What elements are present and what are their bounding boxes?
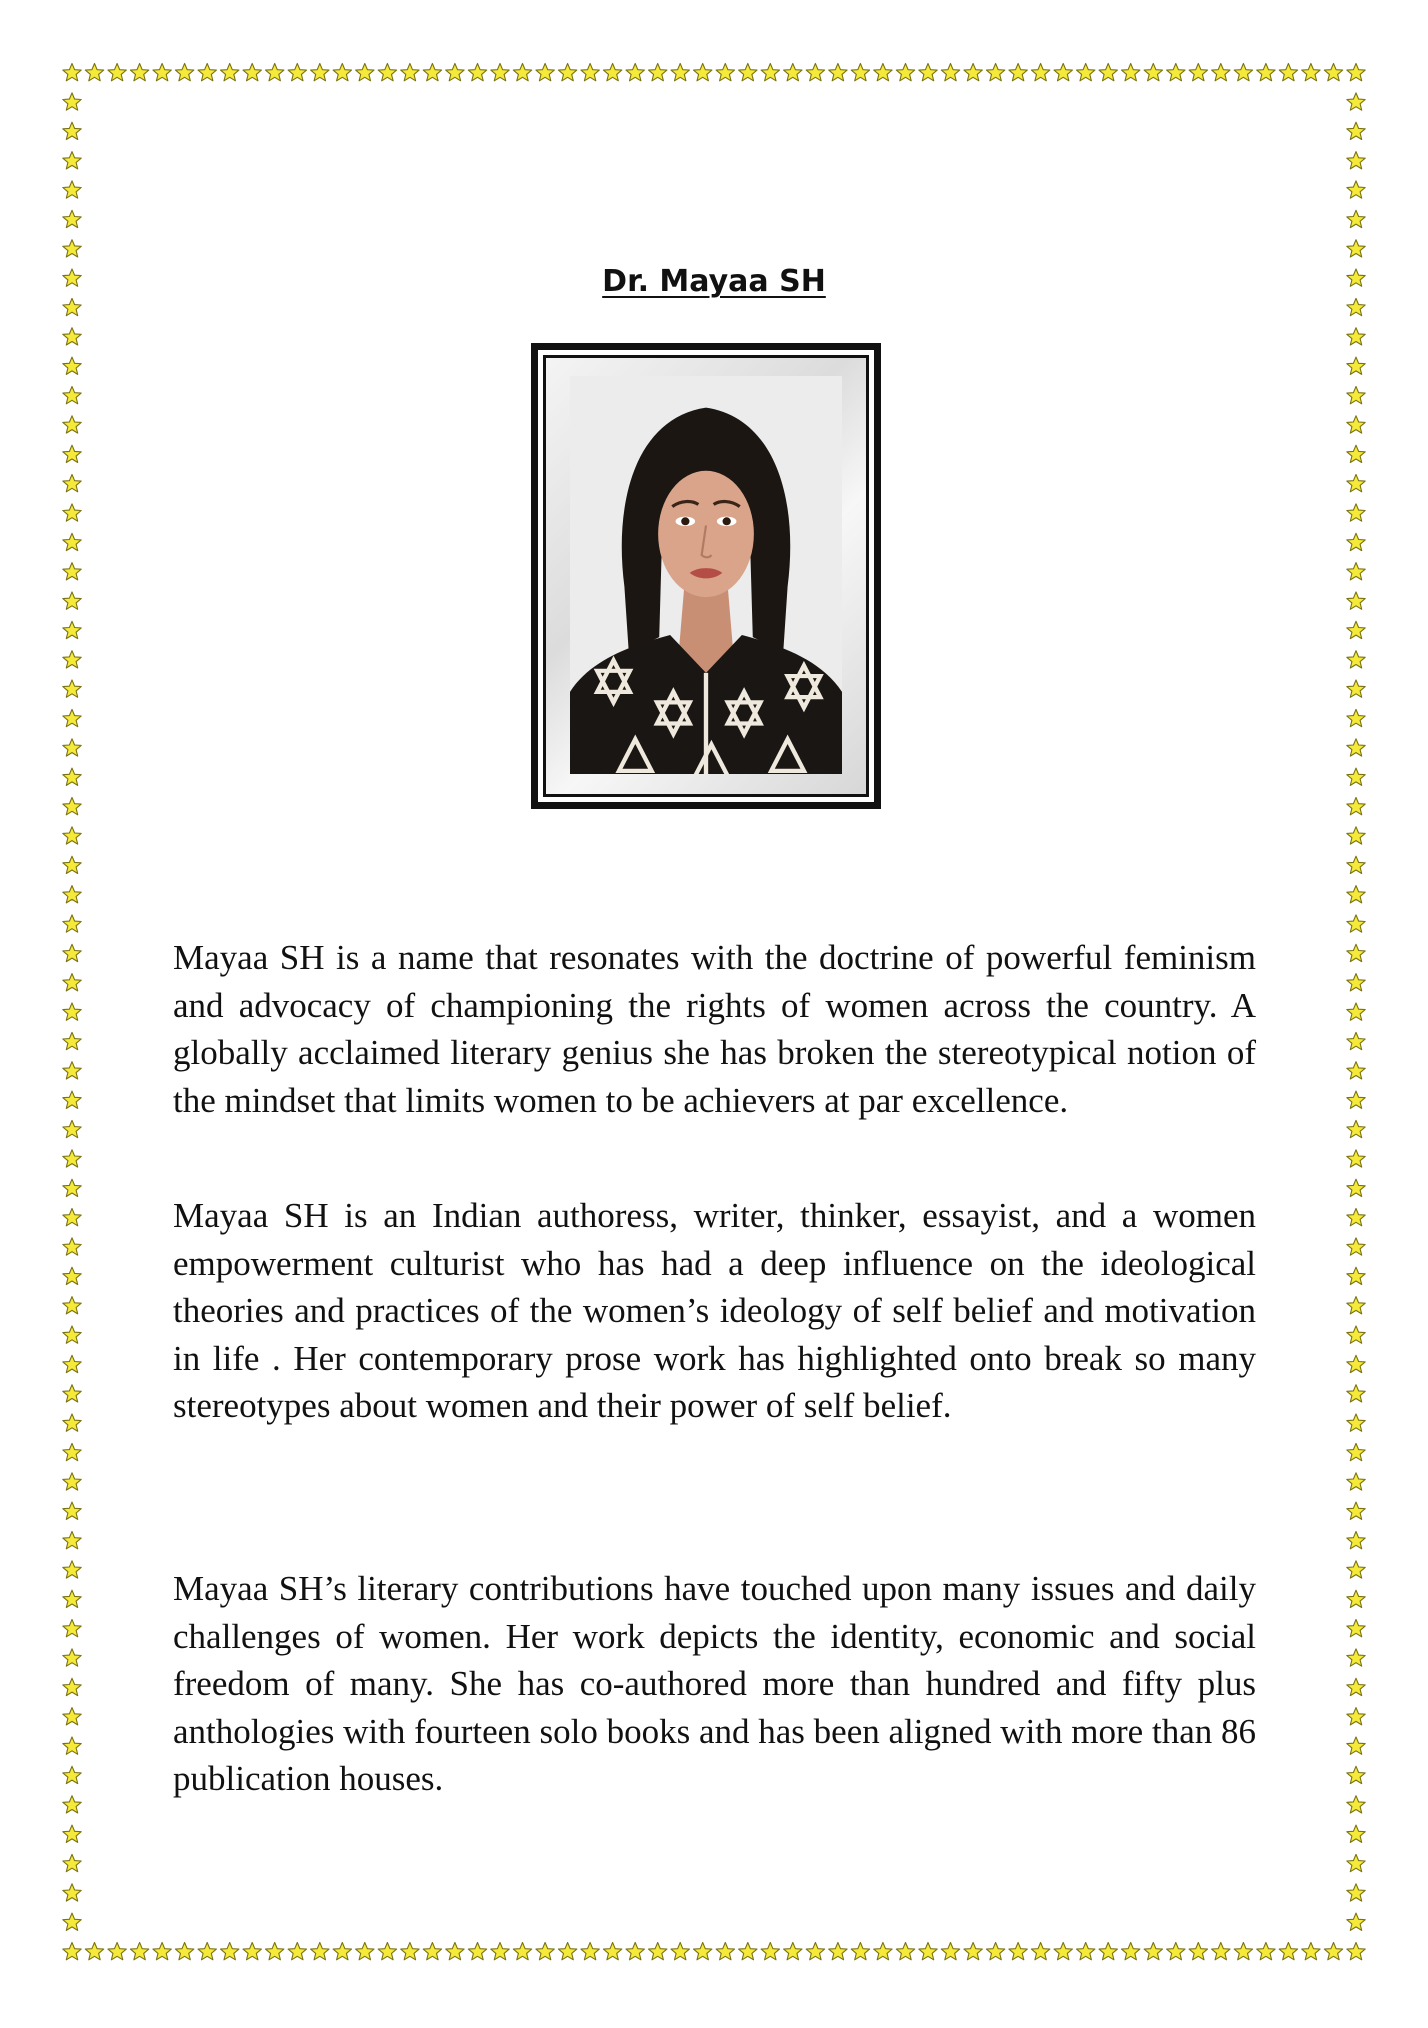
star-icon (941, 1943, 959, 1960)
star-icon (1347, 739, 1365, 756)
star-icon (536, 1943, 554, 1960)
star-icon (63, 1561, 81, 1578)
star-icon (761, 1943, 779, 1960)
star-icon (941, 64, 959, 81)
star-icon (1347, 915, 1365, 932)
star-icon (63, 387, 81, 404)
star-icon (63, 416, 81, 433)
star-icon (1347, 1003, 1365, 1020)
star-icon (108, 1943, 126, 1960)
star-icon (63, 1825, 81, 1842)
star-icon (446, 64, 464, 81)
star-icon (784, 64, 802, 81)
star-icon (63, 1209, 81, 1226)
star-icon (1122, 1943, 1140, 1960)
star-icon (1257, 64, 1275, 81)
star-icon (1347, 1884, 1365, 1901)
star-icon (851, 64, 869, 81)
star-icon (356, 1943, 374, 1960)
star-icon (558, 1943, 576, 1960)
star-icon (333, 64, 351, 81)
star-icon (1347, 152, 1365, 169)
star-icon (1212, 64, 1230, 81)
star-icon (1347, 1913, 1365, 1930)
star-icon (1347, 240, 1365, 257)
star-icon (986, 64, 1004, 81)
star-icon (1347, 1590, 1365, 1607)
star-icon (1347, 1737, 1365, 1754)
star-icon (739, 1943, 757, 1960)
star-icon (63, 1590, 81, 1607)
star-icon (63, 298, 81, 315)
star-icon (175, 1943, 193, 1960)
star-icon (63, 1355, 81, 1372)
star-icon (1054, 64, 1072, 81)
star-icon (311, 1943, 329, 1960)
star-icon (63, 915, 81, 932)
star-icon (63, 152, 81, 169)
star-icon (1347, 856, 1365, 873)
star-icon (63, 592, 81, 609)
star-icon (243, 64, 261, 81)
star-icon (491, 64, 509, 81)
star-icon (1347, 1708, 1365, 1725)
star-icon (63, 1267, 81, 1284)
star-icon (108, 64, 126, 81)
star-icon (63, 328, 81, 345)
star-icon (581, 64, 599, 81)
star-icon (63, 1708, 81, 1725)
star-icon (288, 64, 306, 81)
star-icon (63, 739, 81, 756)
star-icon (85, 64, 103, 81)
star-icon (1347, 1179, 1365, 1196)
star-icon (1347, 1062, 1365, 1079)
star-icon (1009, 64, 1027, 81)
star-icon (896, 64, 914, 81)
star-icon (85, 1943, 103, 1960)
star-icon (221, 1943, 239, 1960)
star-icon (130, 1943, 148, 1960)
star-icon (739, 64, 757, 81)
star-icon (829, 1943, 847, 1960)
star-icon (1347, 1796, 1365, 1813)
star-icon (1031, 64, 1049, 81)
star-icon (63, 974, 81, 991)
star-icon (63, 504, 81, 521)
star-icon (63, 1766, 81, 1783)
star-icon (63, 1326, 81, 1343)
portrait-photo (570, 376, 842, 774)
star-icon (63, 1473, 81, 1490)
star-icon (63, 1649, 81, 1666)
star-icon (829, 64, 847, 81)
star-icon (468, 1943, 486, 1960)
star-icon (63, 1678, 81, 1695)
star-icon (1347, 504, 1365, 521)
star-icon (1347, 445, 1365, 462)
star-icon (964, 1943, 982, 1960)
star-icon (198, 1943, 216, 1960)
star-icon (1347, 1267, 1365, 1284)
star-icon (1347, 1473, 1365, 1490)
star-icon (1347, 416, 1365, 433)
star-icon (198, 64, 216, 81)
star-icon (1347, 1620, 1365, 1637)
star-icon (1324, 64, 1342, 81)
star-icon (1347, 64, 1365, 81)
star-icon (1234, 64, 1252, 81)
star-icon (63, 1502, 81, 1519)
star-icon (63, 1238, 81, 1255)
star-icon (1347, 1297, 1365, 1314)
star-icon (1347, 328, 1365, 345)
star-icon (1347, 563, 1365, 580)
star-icon (874, 64, 892, 81)
star-icon (63, 798, 81, 815)
star-icon (806, 64, 824, 81)
star-icon (581, 1943, 599, 1960)
star-icon (378, 64, 396, 81)
star-icon (63, 210, 81, 227)
star-icon (1347, 1326, 1365, 1343)
star-icon (1347, 768, 1365, 785)
star-icon (1099, 64, 1117, 81)
star-icon (63, 445, 81, 462)
star-icon (1054, 1943, 1072, 1960)
star-icon (1122, 64, 1140, 81)
star-icon (1347, 181, 1365, 198)
star-icon (1347, 827, 1365, 844)
star-icon (63, 1385, 81, 1402)
star-icon (63, 768, 81, 785)
star-icon (63, 1414, 81, 1431)
star-icon (603, 1943, 621, 1960)
star-icon (1279, 64, 1297, 81)
star-icon (1077, 1943, 1095, 1960)
star-icon (1302, 64, 1320, 81)
star-icon (63, 944, 81, 961)
star-icon (401, 1943, 419, 1960)
star-icon (1167, 64, 1185, 81)
star-icon (513, 64, 531, 81)
star-icon (694, 64, 712, 81)
star-icon (63, 1297, 81, 1314)
star-icon (1347, 1414, 1365, 1431)
star-icon (63, 1943, 81, 1960)
star-icon (63, 357, 81, 374)
star-icon (63, 1737, 81, 1754)
star-icon (1347, 944, 1365, 961)
star-icon (63, 1120, 81, 1137)
star-icon (63, 181, 81, 198)
star-icon (896, 1943, 914, 1960)
star-icon (333, 1943, 351, 1960)
star-icon (1099, 1943, 1117, 1960)
star-icon (1347, 1854, 1365, 1871)
star-icon (63, 886, 81, 903)
star-icon (1031, 1943, 1049, 1960)
star-icon (1347, 210, 1365, 227)
star-icon (1324, 1943, 1342, 1960)
star-icon (63, 1003, 81, 1020)
star-icon (1347, 1385, 1365, 1402)
star-icon (63, 856, 81, 873)
star-icon (63, 1443, 81, 1460)
star-icon (1347, 357, 1365, 374)
star-icon (468, 64, 486, 81)
star-icon (446, 1943, 464, 1960)
star-icon (716, 1943, 734, 1960)
star-icon (986, 1943, 1004, 1960)
star-icon (1347, 680, 1365, 697)
star-icon (649, 64, 667, 81)
star-icon (63, 64, 81, 81)
star-icon (1347, 1766, 1365, 1783)
star-icon (266, 64, 284, 81)
star-icon (1077, 64, 1095, 81)
star-icon (1347, 592, 1365, 609)
star-icon (401, 64, 419, 81)
star-icon (784, 1943, 802, 1960)
star-icon (919, 1943, 937, 1960)
star-icon (1347, 798, 1365, 815)
star-icon (153, 64, 171, 81)
star-icon (423, 1943, 441, 1960)
star-icon (1347, 1091, 1365, 1108)
star-icon (63, 533, 81, 550)
star-icon (1144, 1943, 1162, 1960)
star-icon (1279, 1943, 1297, 1960)
star-icon (1347, 1443, 1365, 1460)
star-icon (1189, 64, 1207, 81)
star-icon (1347, 1120, 1365, 1137)
star-icon (423, 64, 441, 81)
star-icon (63, 680, 81, 697)
star-icon (378, 1943, 396, 1960)
bio-paragraph-3: Mayaa SH’s literary contributions have touched upon many issues and daily challenges of women. Her work depicts the identity, economic and social freedom of many. She has co-authored more than hundred and fifty plus anthologies with fourteen solo books and has been aligned with more than 86 publication houses. (173, 1569, 1256, 1798)
star-icon (63, 1150, 81, 1167)
star-icon (536, 64, 554, 81)
star-icon (1347, 93, 1365, 110)
star-icon (919, 64, 937, 81)
star-icon (63, 709, 81, 726)
star-icon (63, 1091, 81, 1108)
star-icon (626, 64, 644, 81)
star-icon (1347, 1209, 1365, 1226)
star-icon (1347, 122, 1365, 139)
star-icon (1347, 1649, 1365, 1666)
star-icon (1189, 1943, 1207, 1960)
star-icon (1347, 1032, 1365, 1049)
star-icon (513, 1943, 531, 1960)
star-icon (1347, 1502, 1365, 1519)
star-icon (1347, 1355, 1365, 1372)
star-icon (243, 1943, 261, 1960)
star-icon (1302, 1943, 1320, 1960)
star-icon (63, 122, 81, 139)
star-icon (558, 64, 576, 81)
star-icon (1347, 1238, 1365, 1255)
bio-paragraph-1: Mayaa SH is a name that resonates with the doctrine of powerful feminism and advocacy of championing the rights of women across the country. A globally acclaimed literary genius she has broken the stereotypical notion of the mindset that limits women to be achievers at par excellence. (173, 938, 1256, 1120)
star-icon (1347, 387, 1365, 404)
star-icon (1144, 64, 1162, 81)
star-icon (1347, 621, 1365, 638)
star-icon (649, 1943, 667, 1960)
star-icon (311, 64, 329, 81)
star-icon (63, 827, 81, 844)
star-icon (1347, 1532, 1365, 1549)
star-icon (1257, 1943, 1275, 1960)
star-icon (63, 1532, 81, 1549)
star-icon (806, 1943, 824, 1960)
star-icon (626, 1943, 644, 1960)
star-icon (356, 64, 374, 81)
star-icon (153, 1943, 171, 1960)
star-icon (851, 1943, 869, 1960)
star-icon (266, 1943, 284, 1960)
star-icon (671, 1943, 689, 1960)
star-icon (63, 1854, 81, 1871)
star-icon (1347, 533, 1365, 550)
star-icon (716, 64, 734, 81)
star-icon (63, 240, 81, 257)
star-icon (671, 64, 689, 81)
star-icon (63, 475, 81, 492)
star-icon (1212, 1943, 1230, 1960)
star-icon (63, 1032, 81, 1049)
photo-frame (531, 343, 881, 809)
star-icon (1347, 974, 1365, 991)
star-icon (1167, 1943, 1185, 1960)
star-icon (603, 64, 621, 81)
star-icon (63, 1884, 81, 1901)
star-icon (964, 64, 982, 81)
star-icon (63, 93, 81, 110)
star-icon (1347, 1825, 1365, 1842)
star-icon (1347, 1943, 1365, 1960)
bio-paragraph-2: Mayaa SH is an Indian authoress, writer, thinker, essayist, and a women empowerment culturist who has had a deep influence on the ideological theories and practices of the women’s ideology of self belief and motivation in life . Her contemporary prose work has highlighted onto break so many stereotypes about women and their power of self belief. (173, 1196, 1256, 1425)
star-icon (1347, 298, 1365, 315)
star-icon (761, 64, 779, 81)
star-icon (63, 1062, 81, 1079)
star-icon (1347, 886, 1365, 903)
star-icon (63, 1179, 81, 1196)
star-icon (63, 563, 81, 580)
page-title: Dr. Mayaa SH (602, 264, 826, 299)
star-icon (694, 1943, 712, 1960)
star-icon (1347, 1678, 1365, 1695)
star-icon (130, 64, 148, 81)
star-icon (63, 651, 81, 668)
star-icon (63, 621, 81, 638)
star-icon (175, 64, 193, 81)
star-icon (1347, 651, 1365, 668)
star-icon (63, 1620, 81, 1637)
star-icon (221, 64, 239, 81)
star-icon (63, 1796, 81, 1813)
star-icon (63, 1913, 81, 1930)
star-icon (1234, 1943, 1252, 1960)
star-icon (1009, 1943, 1027, 1960)
star-icon (1347, 709, 1365, 726)
star-icon (1347, 1150, 1365, 1167)
star-icon (491, 1943, 509, 1960)
star-icon (288, 1943, 306, 1960)
star-icon (874, 1943, 892, 1960)
star-icon (1347, 1561, 1365, 1578)
star-icon (1347, 475, 1365, 492)
